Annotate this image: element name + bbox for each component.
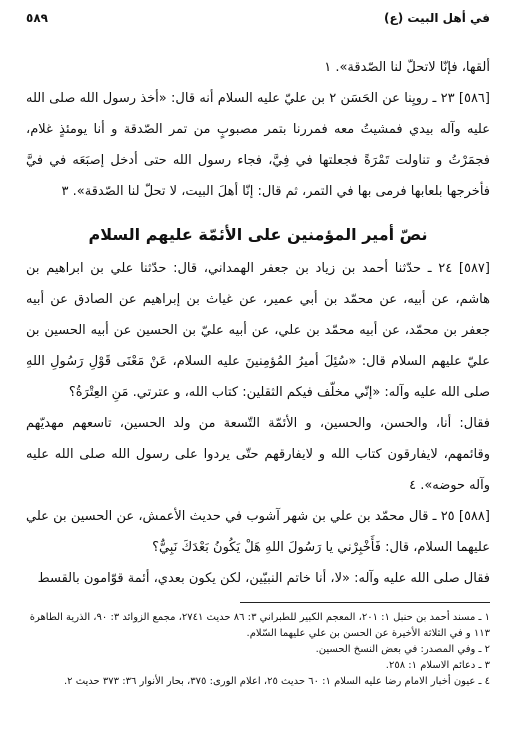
paragraph: ألقها، فإنّا لاتحلّ لنا الصّدقة». ١: [324, 60, 490, 75]
footnote: ١ ـ مسند أحمد بن حنبل ١: ٢٠١، المعجم الكبير للطبراني ٣: ٨٦ حديث ٢٧٤١، مجمع الزوائد ٣: ٩٠، الذرية الطاهرة ١١٣ و في الثلاثة الأخيرة عن الحسن بن علي عليهما السّلام.: [29, 612, 490, 639]
paragraph: فقال صلى الله عليه وآله: «لا، أنا خاتم النبيّين، لكن يكون بعدي، أئمة قوّامون بالقسط: [37, 571, 490, 586]
footnote-divider: [240, 602, 490, 603]
hadith-587: [٥٨٧] ٢٤ ـ حدّثنا أحمد بن زياد بن جعفر الهمداني، قال: حدّثنا علي بن ابراهيم بن هاشم، عن أبيه، عن محمّد بن أبي عمير، عن غياث بن إبراهيم عن الصادق عن أبيه جعفر بن محمّد، عن أبيه محمّد بن علي، عن أبيه عليّ بن الحسين عن أبيه الحسين بن عليّ عليهم السلام قال: «سُئِلَ أميرُ المُؤمِنينَ عليه السلام، عَنْ مَعْنَى قَوْلِ رَسُولِ اللهِ صلى الله عليه وآله: «إنّي مخلّف فيكم الثقلين: كتاب الله، و عترتي. مَنِ العِتْرَةُ؟: [26, 261, 490, 400]
footnotes: [26, 610, 490, 690]
footnote: ٣ ـ دعائم الاسلام ١: ٢٥٨.: [385, 660, 490, 671]
footnote: ٤ ـ عيون أخبار الامام رضا عليه السلام ١: ٦٠ حديث ٢٥، اعلام الورى: ٣٧٥، بحار الأنوار ٣٦: ٣٧٣ حديث ٢.: [63, 676, 490, 687]
main-text: [26, 52, 490, 594]
hadith-586: [٥٨٦] ٢٣ ـ رويِنا عن الحَسَن ٢ بن عليّ عليه السلام أنه قال: «أخذ رسول الله صلى الله عليه وآله بيدي فمشيتُ معه فمررنا بتمر مصبوبٍ من تمر الصّدقة و أنا يومئذٍ غلام، فجمَرْتُ و تناولت تَمْرَةً فجعلتها في فِيَّ، فجاء رسول الله حتى أدخل إصبَعَه في فيَّ فأخرجها بلعابها فرمى بها في التمر، ثم قال: إنّا أهلَ البيت، لا تحلّ لنا الصّدقة». ٣: [26, 91, 490, 199]
paragraph: فقال: أنا، والحسن، والحسين، و الأئمّة التّسعة من ولد الحسين، تاسعهم مهديّهم وقائمهم، لايفارقون كتاب الله و لايفارقهم حتّى يردوا على رسول الله صلى الله عليه وآله حوضه». ٤: [26, 416, 490, 493]
section-heading: نصّ أمير المؤمنين على الأئمّة عليهم السلام: [88, 225, 428, 244]
hadith-588: [٥٨٨] ٢٥ ـ قال محمّد بن علي بن شهر آشوب في حديث الأعمش، عن الحسين بن علي عليهما السلام، قال: فَأَخْبِرْني يا رَسُولَ اللهِ هَلْ يَكُونُ بَعْدَكَ نَبِيٌّ؟: [26, 509, 490, 555]
footnote: ٢ ـ وفي المصدر: في بعض النسخ الحسين.: [315, 644, 490, 655]
page-header: [26, 8, 490, 28]
page-number: ٥٨٩: [26, 11, 48, 25]
running-title: في أهل البيت (ع): [384, 11, 490, 25]
